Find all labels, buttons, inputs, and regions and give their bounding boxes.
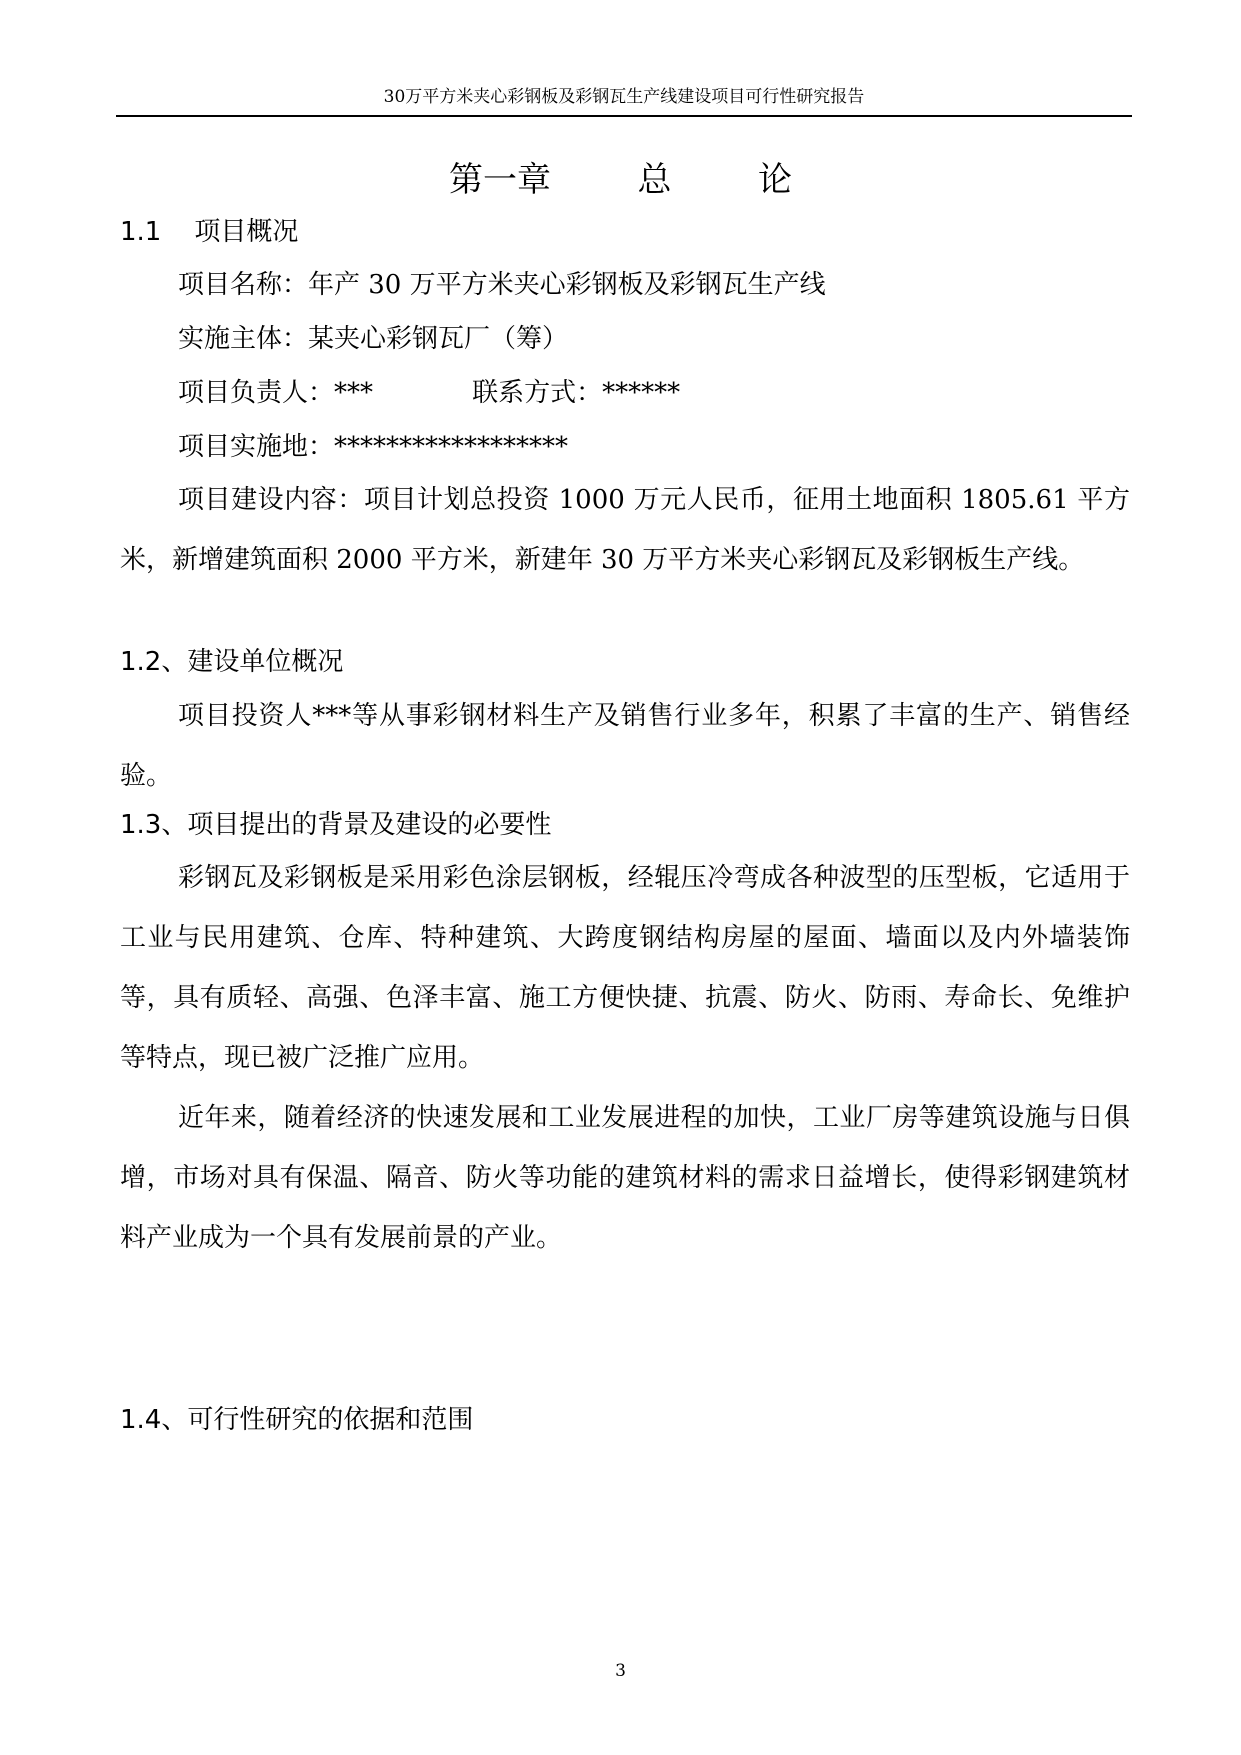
contact-line bbox=[120, 373, 1130, 413]
contact-text: 项目负责人：*** 联系方式：****** bbox=[178, 378, 681, 408]
section-1-1 bbox=[120, 212, 1130, 252]
section-heading-1-3: 1.3、项目提出的背景及建设的必要性 bbox=[120, 810, 552, 840]
background-paragraph-2: 近年来，随着经济的快速发展和工业发展进程的加快，工业厂房等建筑设施与日俱增，市场对具有保温、隔音、防火等功能的建筑材料的需求日益增长，使得彩钢建筑材料产业成为一个具有发展前景的产业。 bbox=[120, 1103, 1130, 1253]
section-1-3-body bbox=[120, 848, 1130, 1268]
page-number: 3 bbox=[615, 1661, 626, 1681]
construction-content-block bbox=[120, 470, 1130, 590]
section-1-2 bbox=[120, 642, 1130, 682]
chapter-title: 第一章 总 论 bbox=[449, 160, 792, 200]
section-heading-1-4: 1.4、可行性研究的依据和范围 bbox=[120, 1405, 474, 1435]
project-name-text: 项目名称：年产 30 万平方米夹心彩钢板及彩钢瓦生产线 bbox=[178, 270, 826, 300]
implementing-entity-text: 实施主体：某夹心彩钢瓦厂（筹） bbox=[178, 324, 569, 354]
section-heading-1-2: 1.2、建设单位概况 bbox=[120, 647, 344, 677]
implementing-entity-line bbox=[120, 319, 1130, 359]
location-text: 项目实施地：****************** bbox=[178, 432, 569, 462]
background-paragraph-1: 彩钢瓦及彩钢板是采用彩色涂层钢板，经辊压冷弯成各种波型的压型板，它适用于工业与民用建筑、仓库、特种建筑、大跨度钢结构房屋的屋面、墙面以及内外墙装饰等，具有质轻、高强、色泽丰富、施工方便快捷、抗震、防火、防雨、寿命长、免维护等特点，现已被广泛推广应用。 bbox=[120, 863, 1130, 1073]
construction-content-paragraph: 项目建设内容：项目计划总投资 1000 万元人民币，征用土地面积 1805.61 平方米，新增建筑面积 2000 平方米，新建年 30 万平方米夹心彩钢瓦及彩钢板生产线。 bbox=[120, 485, 1130, 575]
project-name-line bbox=[120, 265, 1130, 305]
investor-paragraph: 项目投资人***等从事彩钢材料生产及销售行业多年，积累了丰富的生产、销售经验。 bbox=[120, 701, 1130, 791]
section-heading-1-1: 1.1 项目概况 bbox=[120, 217, 299, 247]
section-1-2-body bbox=[120, 686, 1130, 806]
location-line bbox=[120, 427, 1130, 467]
running-header: 30万平方米夹心彩钢板及彩钢瓦生产线建设项目可行性研究报告 bbox=[383, 87, 865, 107]
section-1-3 bbox=[120, 805, 1130, 845]
section-1-4 bbox=[120, 1400, 1130, 1440]
header-rule bbox=[116, 115, 1132, 117]
